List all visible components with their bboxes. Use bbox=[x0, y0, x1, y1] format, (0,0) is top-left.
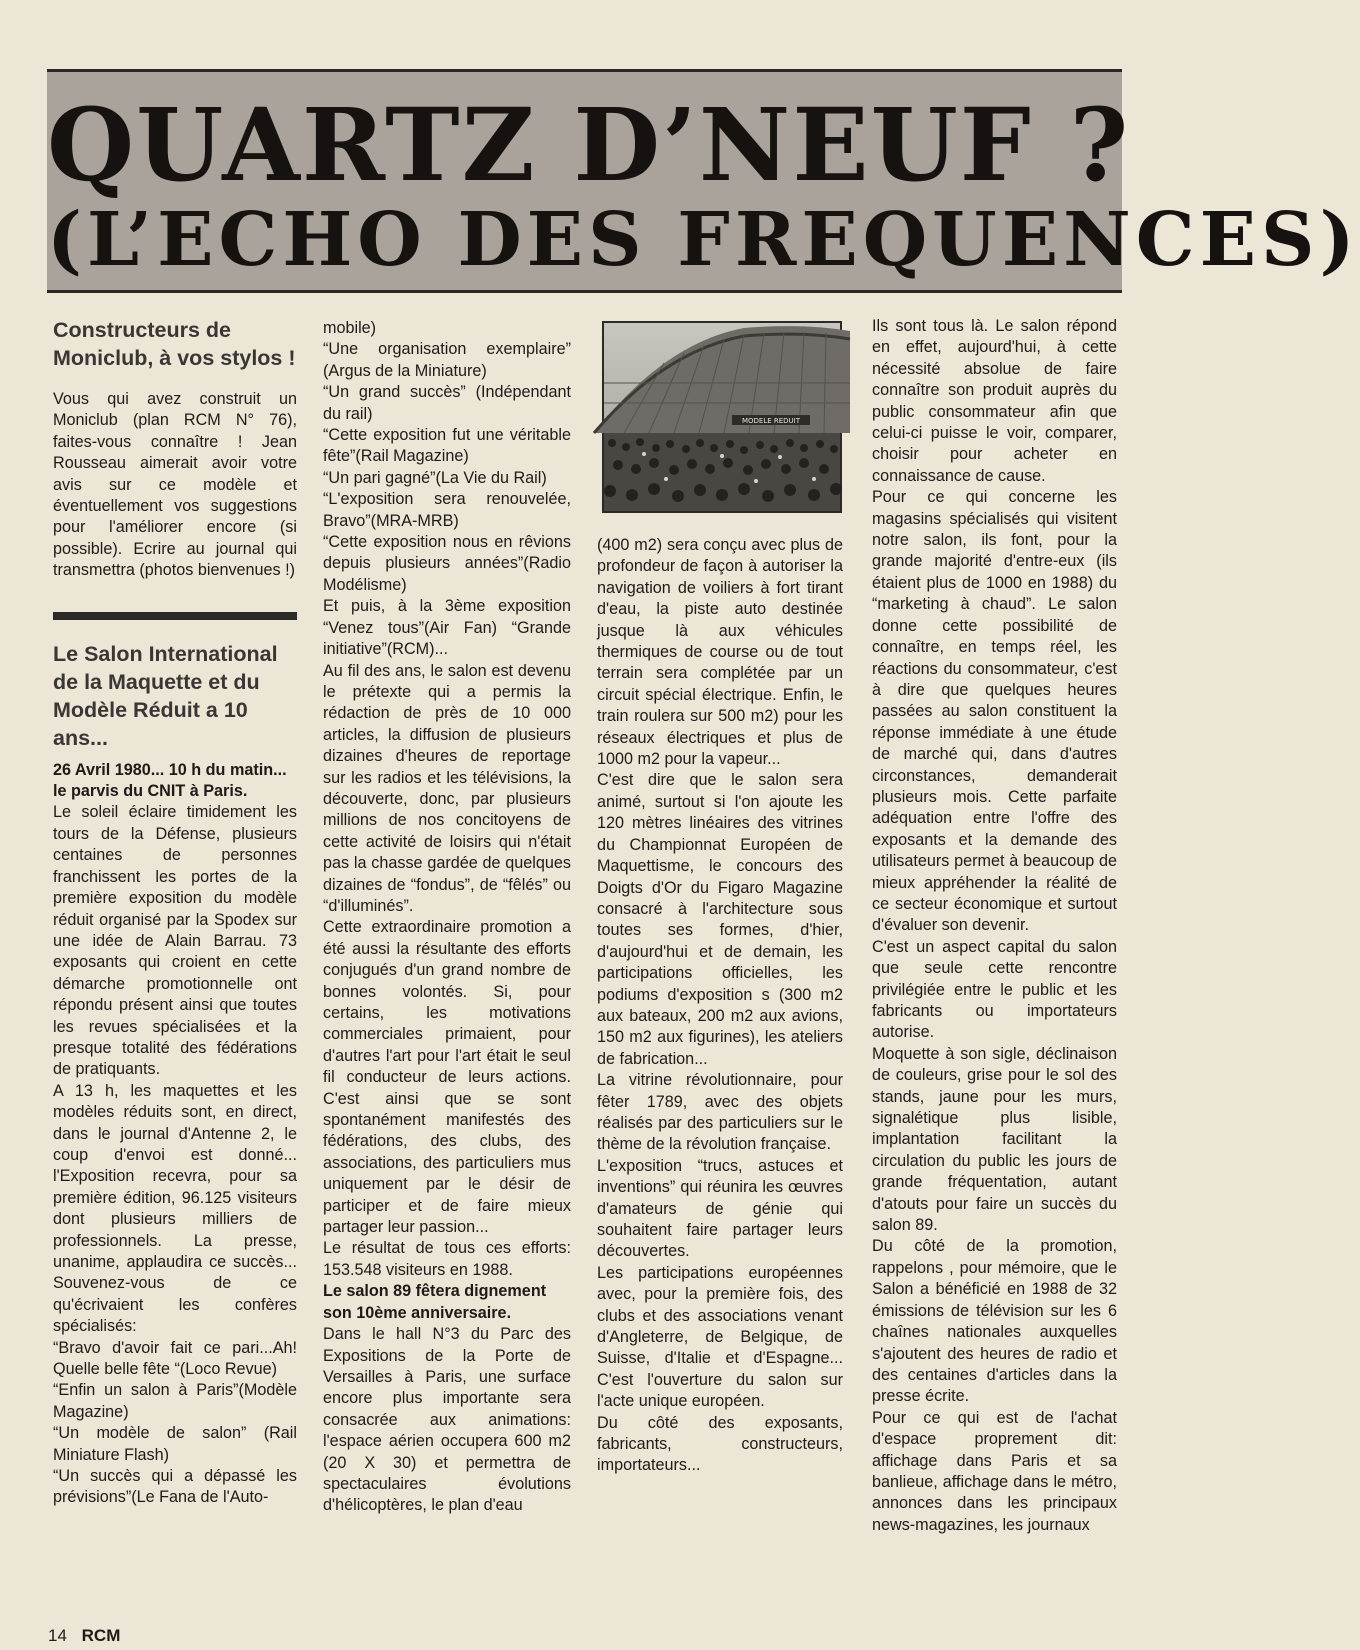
paragraph: Dans le hall N°3 du Parc des Expositions de la Porte de Versailles à Paris, une surface encore plus importante sera consacrée aux animations: l'espace aérien occupera 600 m2 (20 X 30) et permettra de spectaculaires évolutions d'hélicoptères, le plan d'eau bbox=[323, 1325, 571, 1515]
quote: “Un grand succès” (Indépendant du rail) bbox=[323, 383, 571, 423]
box-body: Vous qui avez construit un Moniclub (plan RCM N° 76), faites-vous connaître ! Jean Rousseau aimerait avoir votre avis sur ce modèle et éventuellement vos suggestions pour l'améliorer encore (si possible). Ecrire au journal qui transmettra (photos bienvenues !) bbox=[53, 390, 297, 580]
page-footer bbox=[48, 1626, 120, 1646]
column-3 bbox=[597, 535, 843, 1477]
magazine-name: RCM bbox=[81, 1626, 121, 1645]
quote: “Un succès qui a dépassé les prévisions”(Le Fana de l'Auto- bbox=[53, 1467, 297, 1507]
quote: “Un modèle de salon” (Rail Miniature Flash) bbox=[53, 1424, 297, 1464]
masthead bbox=[47, 69, 1360, 293]
quote: “Enfin un salon à Paris”(Modèle Magazine) bbox=[53, 1381, 297, 1421]
paragraph: (400 m2) sera conçu avec plus de profondeur de façon à autoriser la navigation de voiliers à fort tirant d'eau, la piste auto destinée jusque là aux véhicules thermiques de course ou de tout terrain sera complétée par un circuit spécial électrique. Enfin, le train roulera sur 500 m2) pour les réseaux électriques et plus de 1000 m2 pour la vapeur... bbox=[597, 536, 843, 769]
quote: “Bravo d'avoir fait ce pari...Ah! Quelle belle fête “(Loco Revue) bbox=[53, 1338, 297, 1379]
paragraph: C'est un aspect capital du salon que seule cette rencontre privilégiée entre le public et les fabricants ou importateurs autorise. bbox=[872, 937, 1117, 1042]
paragraph: Cette extraordinaire promotion a été aussi la résultante des efforts conjugués d'un grand nombre de bonnes volontés. Si, pour certains, les motivations commerciales primaient, pour d'autres l'art pour l'art était le seul fil conducteur de leurs actions. C'est ainsi que se sont spontanément manifestés des fédérations, des clubs, des associations, des particuliers mus uniquement par le désir de participer et de faire mieux partager leur passion... bbox=[323, 918, 571, 1237]
paragraph: C'est dire que le salon sera animé, surtout si l'on ajoute les 120 mètres linéaires des vitrines du Championnat Européen de Maquettisme, le concours des Doigts d'Or du Figaro Magazine consacré à l'architecture sous toutes ses formes, d'hier, d'aujourd'hui et de demain, les participations officielles, les podiums d'exposition s (300 m2 aux bateaux, 200 m2 aux avions, 150 m2 aux figurines), les ateliers de fabrication... bbox=[597, 771, 843, 1068]
article-title: Le Salon International de la Maquette et du Modèle Réduit a 10 ans... bbox=[53, 641, 278, 750]
salon-crowd-photo bbox=[602, 321, 842, 513]
paragraph: Pour ce qui concerne les magasins spécialisés qui visitent notre salon, ils font, pour la grande majorité d'entre-eux (ils étaient plus de 1000 en 1988) du “marketing à chaud”. Le salon donne cette possibilité de connaître, en temps réel, les réactions du consommateur, c'est à dire que quelques heures passées au salon constituent la réponse immédiate à une étude de marché qui, dans d'autres circonstances, demanderait plusieurs mois. Cette parfaite adéquation entre l'offre des exposants et la demande des utilisateurs permet à beaucoup de mieux appréhender la réalité de ce secteur économique et surtout d'évaluer son devenir. bbox=[872, 488, 1117, 935]
headline: QUARTZ D’NEUF ? bbox=[47, 86, 1131, 204]
headline-subtitle: (L’ECHO DES FREQUENCES) bbox=[47, 197, 1360, 283]
paragraph: Pour ce qui est de l'achat d'espace proprement dit: affichage dans Paris et sa banlieue, affichage dans le métro, annonces dans les principaux news-magazines, les journaux bbox=[872, 1408, 1117, 1534]
paragraph: La vitrine révolutionnaire, pour fêter 1789, avec des objets réalisés par des particuliers sur le thème de la révolution française. bbox=[597, 1071, 843, 1154]
paragraph: Les participations européennes avec, pour la première fois, des clubs et des associations venant d'Angleterre, de Belgique, de Suisse, d'Italie et d'Espagne... C'est l'ouverture du salon sur l'acte unique européen. bbox=[597, 1263, 843, 1411]
quote: mobile) bbox=[323, 319, 377, 337]
paragraph: Du côté des exposants, fabricants, constructeurs, importateurs... bbox=[597, 1413, 843, 1475]
column-1 bbox=[53, 316, 297, 1509]
section-divider bbox=[53, 612, 297, 620]
paragraph: L'exposition “trucs, astuces et inventions” qui réunira les œuvres d'amateurs de génie qui souhaitent faire partager leurs découvertes. bbox=[597, 1156, 843, 1261]
page-number: 14 bbox=[48, 1626, 67, 1645]
quote: “L'exposition sera renouvelée, Bravo”(MRA-MRB) bbox=[323, 490, 571, 530]
photo-sign-text: MODELE REDUIT bbox=[741, 417, 801, 425]
quote: “Une organisation exemplaire” (Argus de la Miniature) bbox=[323, 340, 571, 380]
paragraph: Moquette à son sigle, déclinaison de couleurs, grise pour le sol des stands, jaune pour les murs, signalétique plus lisible, implantation facilitant la circulation du public les jours de grande fréquentation, autant d'atouts pour faire un succès du salon 89. bbox=[872, 1044, 1117, 1235]
quote: Et puis, à la 3ème exposition “Venez tous”(Air Fan) “Grande initiative”(RCM)... bbox=[323, 597, 571, 659]
quote: “Cette exposition nous en rêvions depuis plusieurs années”(Radio Modélisme) bbox=[323, 533, 571, 594]
quote: “Cette exposition fut une véritable fête”(Rail Magazine) bbox=[323, 426, 571, 466]
column-4 bbox=[872, 316, 1117, 1536]
subheading: Le salon 89 fêtera dignement son 10ème anniversaire. bbox=[323, 1282, 547, 1322]
paragraph: Ils sont tous là. Le salon répond en effet, aujourd'hui, à cette nécessité absolue de faire connaître son produit auprès du public consommateur afin que celui-ci puisse le voir, comparer, choisir pour acheter en connaissance de cause. bbox=[872, 317, 1117, 485]
article-lead: 26 Avril 1980... 10 h du matin... le parvis du CNIT à Paris. bbox=[53, 760, 287, 801]
paragraph: Le résultat de tous ces efforts: 153.548 visiteurs en 1988. bbox=[323, 1239, 571, 1279]
box-title: Constructeurs de Moniclub, à vos stylos ! bbox=[53, 318, 296, 370]
paragraph: A 13 h, les maquettes et les modèles réduits sont, en direct, dans le journal d'Antenne 2, le coup d'envoi est donné... l'Exposition recevra, pour sa première édition, 96.125 visiteurs dont plusieurs milliers de professionnels. La presse, unanime, applaudira ce succès... Souvenez-vous de ce qu'écrivaient les confères spécialisés: bbox=[53, 1081, 297, 1336]
paragraph: Le soleil éclaire timidement les tours de la Défense, plusieurs centaines de personnes franchissent les portes de la première exposition du modèle réduit organisé par la Spodex sur une idée de Alain Barrau. 73 exposants qui croient en cette démarche promotionnelle ont répondu présent ainsi que toutes les revues spécialisées et la presque totalité des fédérations de pratiquants. bbox=[53, 803, 297, 1079]
quote: “Un pari gagné”(La Vie du Rail) bbox=[323, 468, 547, 487]
column-2 bbox=[323, 318, 571, 1517]
paragraph: Du côté de la promotion, rappelons , pour mémoire, que le Salon a bénéficié en 1988 de 32 émissions de télévision sur les 6 chaînes nationales auxquelles s'ajoutent des heures de radio et des centaines d'articles dans la presse écrite. bbox=[872, 1237, 1117, 1406]
paragraph: Au fil des ans, le salon est devenu le prétexte qui a permis la rédaction de près de 10 000 articles, la diffusion de plusieurs dizaines d'heures de reportage sur les radios et les télévisions, la découverte, donc, par plusieurs millions de nos concitoyens de cette activité de loisirs qui n'était pas la chasse gardée de quelques dizaines de “fondus”, de “fêlés” ou “d'illuminés”. bbox=[323, 661, 571, 915]
